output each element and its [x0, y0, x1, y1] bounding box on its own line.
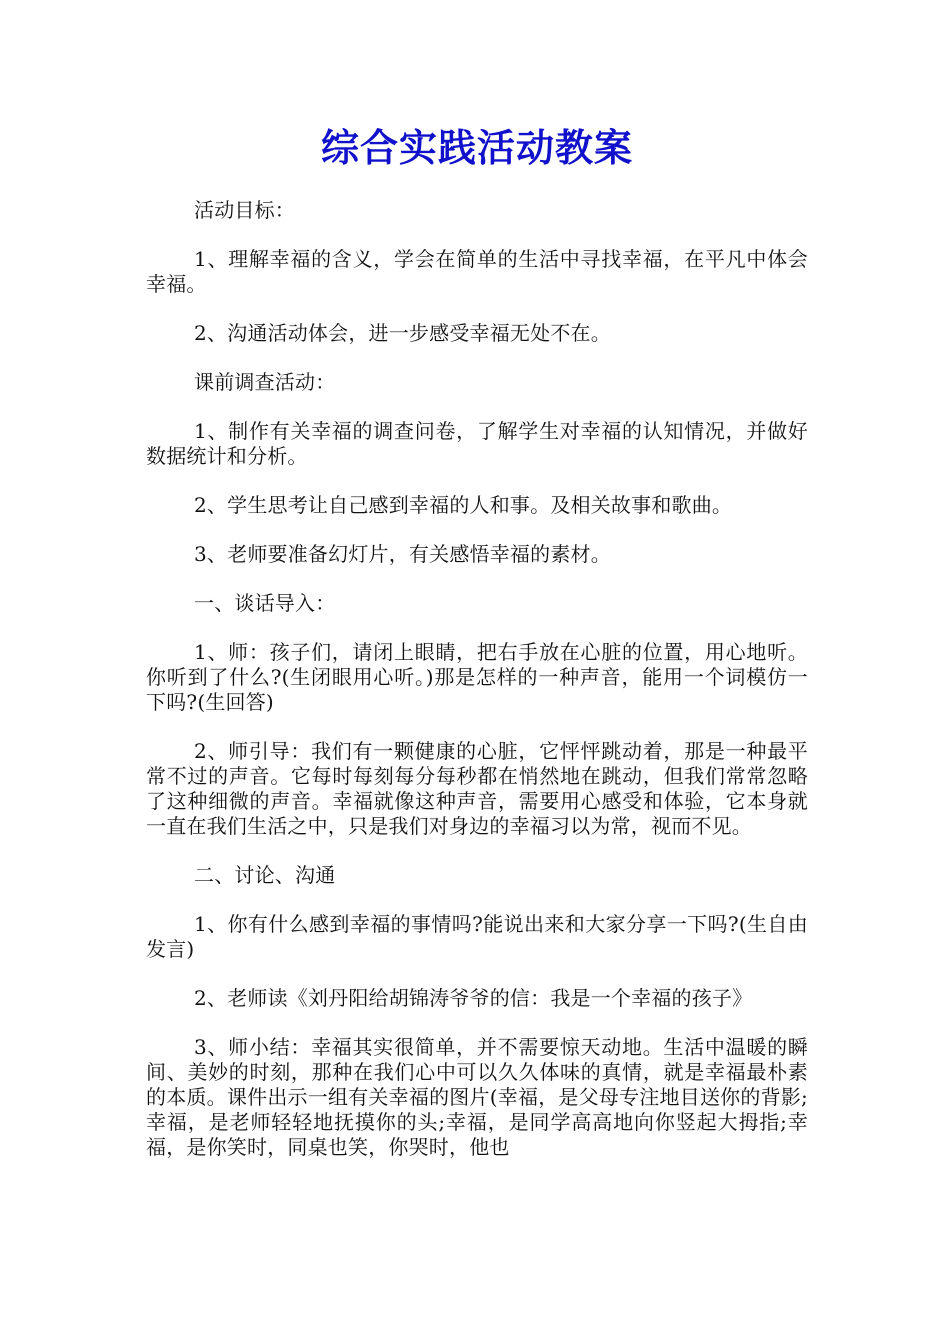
paragraph-survey-heading: 课前调查活动： [194, 370, 336, 394]
paragraph-goal-1: 1、理解幸福的含义，学会在简单的生活中寻找幸福，在平凡中体会幸福。 [146, 247, 808, 296]
paragraph-section-1-heading: 一、谈话导入： [194, 591, 336, 615]
document-page [146, 120, 808, 1184]
paragraph-goals-heading: 活动目标： [194, 198, 295, 222]
paragraph-section-1-item-2: 2、师引导：我们有一颗健康的心脏，它怦怦跳动着，那是一种最平常不过的声音。它每时每刻每分每秒都在悄然地在跳动，但我们常常忽略了这种细微的声音。幸福就像这种声音，需要用心感受和体验，它本身就一直在我们生活之中，只是我们对身边的幸福习以为常，视而不见。 [146, 739, 808, 838]
paragraph-section-2-item-3: 3、师小结：幸福其实很简单，并不需要惊天动地。生活中温暖的瞬间、美妙的时刻，那种在我们心中可以久久体味的真情，就是幸福最朴素的本质。课件出示一组有关幸福的图片(幸福，是父母专注地目送你的背影;幸福，是老师轻轻地抚摸你的头;幸福，是同学高高地向你竖起大拇指;幸福，是你笑时，同桌也笑，你哭时，他也 [146, 1035, 808, 1159]
paragraph-survey-2: 2、学生思考让自己感到幸福的人和事。及相关故事和歌曲。 [194, 493, 733, 517]
paragraph-goal-2: 2、沟通活动体会，进一步感受幸福无处不在。 [194, 321, 611, 345]
paragraph-section-2-item-2: 2、老师读《刘丹阳给胡锦涛爷爷的信：我是一个幸福的孩子》 [194, 986, 753, 1010]
paragraph-section-1-item-1: 1、师：孩子们，请闭上眼睛，把右手放在心脏的位置，用心地听。你听到了什么?(生闭眼用心听。)那是怎样的一种声音，能用一个词模仿一下吗?(生回答) [146, 640, 808, 714]
paragraph-section-2-item-1: 1、你有什么感到幸福的事情吗?能说出来和大家分享一下吗?(生自由发言) [146, 912, 808, 961]
document-title: 综合实践活动教案 [320, 126, 633, 170]
paragraph-survey-1: 1、制作有关幸福的调查问卷，了解学生对幸福的认知情况，并做好数据统计和分析。 [146, 419, 808, 468]
paragraph-survey-3: 3、老师要准备幻灯片，有关感悟幸福的素材。 [194, 542, 611, 566]
paragraph-section-2-heading: 二、讨论、沟通 [194, 863, 336, 887]
